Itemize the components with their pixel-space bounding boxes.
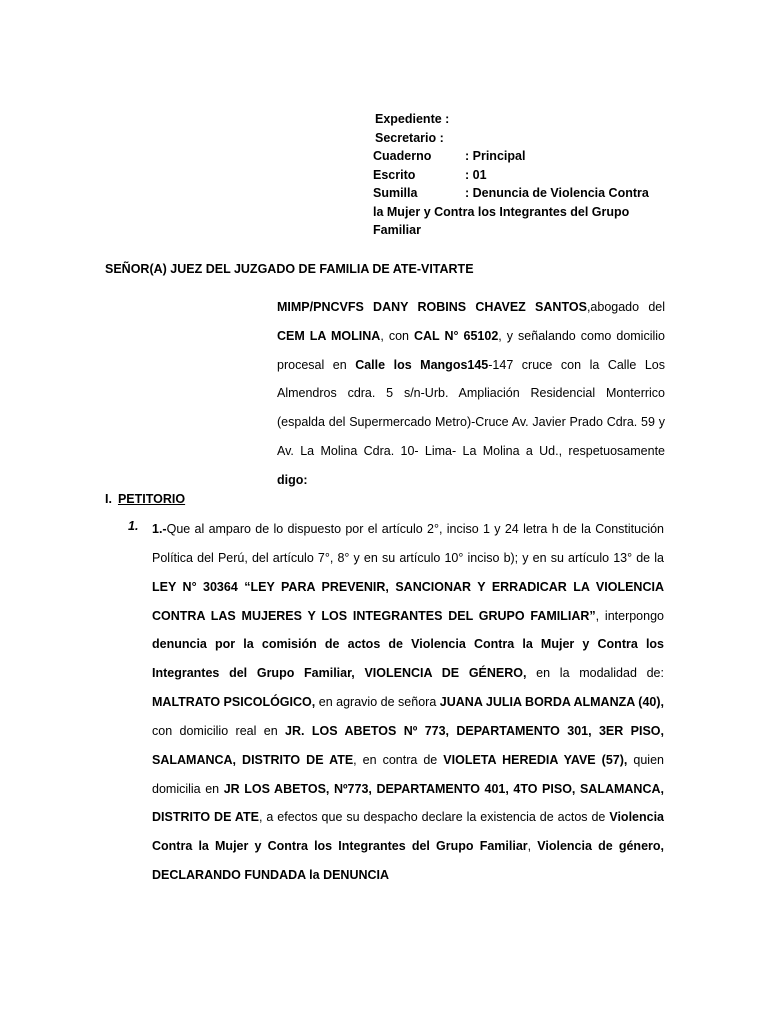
petition-segment: JUANA JULIA BORDA ALMANZA (40), bbox=[439, 695, 665, 710]
item-marker: 1. bbox=[128, 519, 139, 533]
petition-segment: en agravio de señora bbox=[315, 695, 440, 710]
expediente-label: Expediente : bbox=[375, 112, 450, 126]
escrito-value: : 01 bbox=[465, 167, 487, 182]
petition-paragraph bbox=[152, 515, 664, 890]
petitioner-name: MIMP/PNCVFS DANY ROBINS CHAVEZ SANTOS bbox=[277, 300, 587, 314]
petition-segment: MALTRATO PSICOLÓGICO, bbox=[152, 695, 316, 710]
intro-text-4: -147 cruce con la Calle Los Almendros cdra. 5 s/n-Urb. Ampliación Residencial Monterrico (espalda del Supermercado Metro)-Cruce Av. Javier Prado Cdra. 59 y Av. La Molina Cdra. 10- Lima- La Molina a Ud., respetuosamente bbox=[277, 357, 665, 458]
case-header bbox=[373, 110, 673, 240]
sumilla-row bbox=[373, 184, 673, 203]
intro-text-3: , y señalando como domicilio procesal en bbox=[277, 328, 665, 372]
intro-closing: digo: bbox=[277, 472, 308, 487]
petition-segment: VIOLETA HEREDIA YAVE (57), bbox=[443, 752, 628, 767]
sumilla-label: Sumilla bbox=[373, 186, 418, 200]
petition-segment: en la modalidad de: bbox=[526, 666, 664, 681]
petition-segment: , a efectos que su despacho declare la existencia de actos de bbox=[258, 810, 610, 825]
section-title: PETITORIO bbox=[117, 492, 186, 506]
petition-segment: 1.- bbox=[152, 522, 167, 536]
escrito-row bbox=[373, 166, 673, 185]
intro-text-2: , con bbox=[380, 328, 414, 343]
section-heading bbox=[105, 492, 185, 506]
petition-segment: denuncia por la comisión de actos de Violencia Contra la Mujer y Contra los Integrantes del Grupo Familiar, VIOLENCIA DE GÉNERO, bbox=[152, 637, 664, 681]
addressee: SEÑOR(A) JUEZ DEL JUZGADO DE FAMILIA DE ATE-VITARTE bbox=[105, 262, 474, 276]
petition-segment: Que al amparo de lo dispuesto por el artículo 2°, inciso 1 y 24 letra h de la Constitución Política del Perú, del artículo 7°, 8° y en su artículo 10° inciso b); y en su artículo 13° de la bbox=[152, 522, 664, 565]
secretario-label: Secretario : bbox=[375, 130, 444, 145]
cuaderno-value: : Principal bbox=[465, 149, 526, 163]
petition-segment: JR LOS ABETOS, Nº773, DEPARTAMENTO 401, 4TO PISO, SALAMANCA, DISTRITO DE ATE bbox=[152, 781, 664, 825]
street-name: Calle los Mangos145 bbox=[355, 357, 489, 372]
sumilla-continuation: la Mujer y Contra los Integrantes del Grupo Familiar bbox=[373, 204, 630, 237]
section-numeral: I. bbox=[105, 492, 112, 506]
petition-segment: Violencia de género, DECLARANDO FUNDADA la DENUNCIA bbox=[152, 839, 664, 883]
cuaderno-row bbox=[373, 147, 673, 166]
intro-paragraph bbox=[277, 293, 665, 495]
intro-text-1: ,abogado del bbox=[586, 300, 665, 314]
cal-number: CAL N° 65102 bbox=[414, 328, 499, 343]
petition-segment: LEY N° 30364 “LEY PARA PREVENIR, SANCIONAR Y ERRADICAR LA VIOLENCIA CONTRA LAS MUJERES Y LOS INTEGRANTES DEL GRUPO FAMILIAR” bbox=[152, 579, 664, 623]
petition-segment: , en contra de bbox=[353, 752, 444, 767]
petition-segment: quien domicilia en bbox=[152, 752, 664, 796]
cem-name: CEM LA MOLINA bbox=[277, 328, 381, 343]
petition-segment: Violencia Contra la Mujer y Contra los Integrantes del Grupo Familiar bbox=[152, 810, 665, 854]
sumilla-value: : Denuncia de Violencia Contra bbox=[465, 186, 649, 200]
petition-segment: , bbox=[527, 839, 538, 854]
petition-segment: JR. LOS ABETOS Nº 773, DEPARTAMENTO 301, 3ER PISO, SALAMANCA, DISTRITO DE ATE bbox=[152, 723, 664, 767]
petition-segment: con domicilio real en bbox=[152, 723, 286, 738]
petition-segment: , interpongo bbox=[595, 608, 664, 623]
cuaderno-label: Cuaderno bbox=[373, 149, 432, 163]
escrito-label: Escrito bbox=[373, 167, 416, 182]
